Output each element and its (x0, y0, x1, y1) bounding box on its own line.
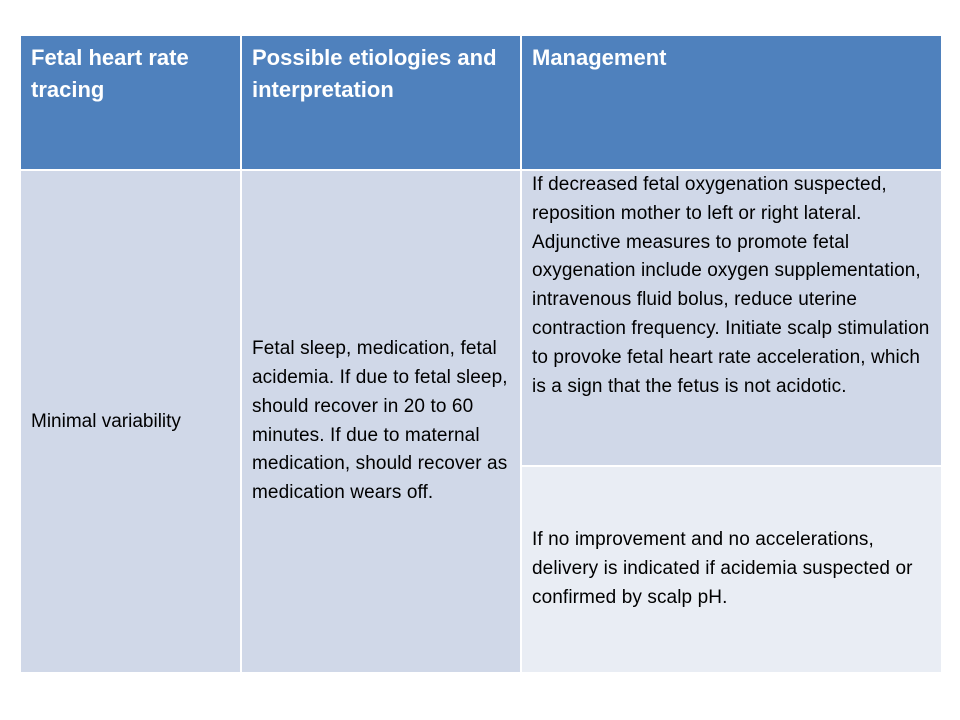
management-cell-1: If decreased fetal oxygenation suspected, reposition mother to left or right lateral. Adjunctive measures to promote fetal oxygenation include oxygen supplementation, intravenous fluid bolus, reduce uterine contraction frequency. Initiate scalp stimulation to provoke fetal heart rate acceleration, which is a sign that the fetus is not acidotic. (521, 170, 942, 466)
header-management: Management (521, 35, 942, 170)
header-etiologies: Possible etiologies and interpretation (241, 35, 521, 170)
etiology-cell: Fetal sleep, medication, fetal acidemia. If due to fetal sleep, should recover in 20 to 60 minutes. If due to maternal medication, should recover as medication wears off. (241, 170, 521, 673)
table-row (20, 170, 942, 466)
header-tracing: Fetal heart rate tracing (20, 35, 241, 170)
table-header (20, 35, 942, 170)
table-body (20, 170, 942, 673)
fetal-heart-rate-table (19, 34, 943, 674)
tracing-cell: Minimal variability (20, 170, 241, 673)
header-row (20, 35, 942, 170)
management-cell-2: If no improvement and no accelerations, delivery is indicated if acidemia suspected or confirmed by scalp pH. (521, 466, 942, 673)
